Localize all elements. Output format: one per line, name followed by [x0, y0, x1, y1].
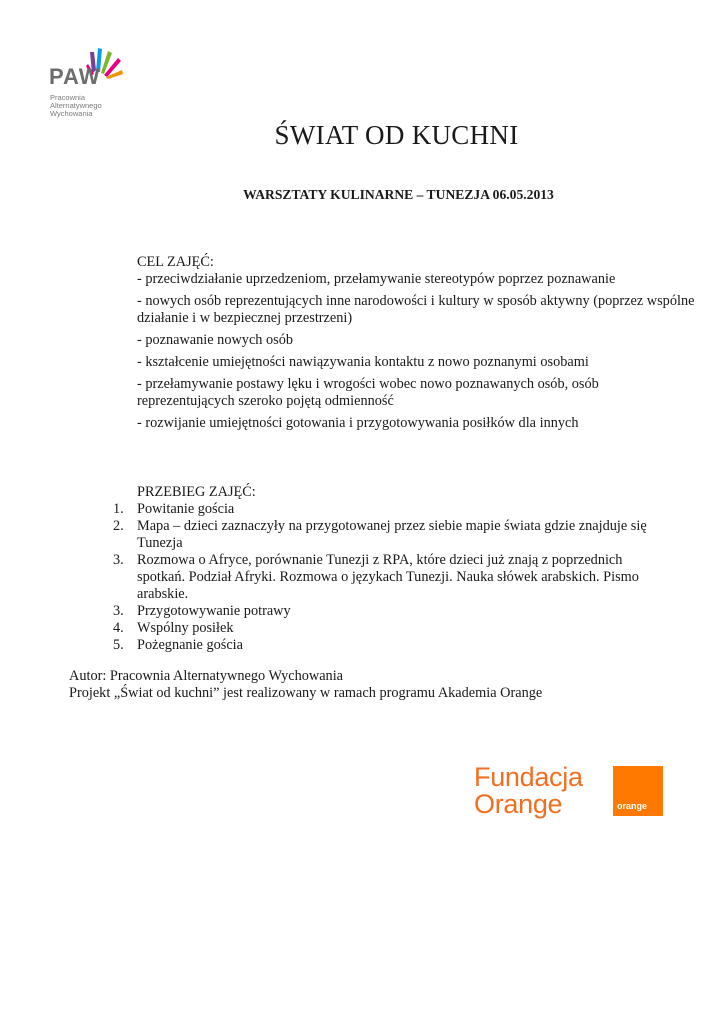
- course-step: [113, 518, 673, 552]
- step-number: 3.: [113, 603, 124, 619]
- course-step: [113, 552, 673, 603]
- orange-square-icon: [613, 766, 663, 816]
- fundacja-orange-logo: [474, 764, 664, 824]
- goals-header: CEL ZAJĘĆ:: [137, 254, 214, 270]
- step-text: Rozmowa o Afryce, porównanie Tunezji z RPA, które dzieci już znają z poprzednich spotkań. Podział Afryki. Rozmowa o językach Tunezji. Nauka słówek arabskich. Pismo arabskie.: [137, 552, 639, 602]
- goal-item: - rozwijanie umiejętności gotowania i przygotowywania posiłków dla innych: [137, 415, 579, 431]
- course-step: [113, 603, 673, 620]
- fundacja-orange-wordmark: [474, 764, 583, 818]
- paw-logo: [46, 44, 136, 124]
- logo-line: Fundacja: [474, 762, 583, 792]
- step-number: 5.: [113, 637, 124, 653]
- course-section: [113, 484, 673, 654]
- tagline-line: Wychowania: [50, 109, 93, 118]
- step-number: 1.: [113, 501, 124, 517]
- document-subtitle: WARSZTATY KULINARNE – TUNEZJA 06.05.2013: [243, 187, 554, 202]
- tagline-line: Alternatywnego: [50, 101, 102, 110]
- course-step: [113, 620, 673, 637]
- course-header: PRZEBIEG ZAJĘĆ:: [137, 484, 256, 500]
- step-text: Pożegnanie gościa: [137, 637, 243, 653]
- step-text: Wspólny posiłek: [137, 620, 234, 636]
- paw-logo-tagline: [50, 94, 102, 118]
- goals-section: [137, 254, 697, 437]
- course-step: [113, 501, 673, 518]
- step-number: 2.: [113, 518, 124, 534]
- goal-item: - nowych osób reprezentujących inne narodowości i kultury w sposób aktywny (poprzez wspólne działanie i w bezpiecznej przestrzeni): [137, 293, 695, 326]
- goal-item: - kształcenie umiejętności nawiązywania kontaktu z nowo poznanymi osobami: [137, 354, 589, 370]
- step-number: 4.: [113, 620, 124, 636]
- author-line: Autor: Pracownia Alternatywnego Wychowania: [69, 668, 344, 684]
- step-text: Przygotowywanie potrawy: [137, 603, 291, 619]
- goal-item: - poznawanie nowych osób: [137, 332, 294, 348]
- step-text: Mapa – dzieci zaznaczyły na przygotowanej przez siebie mapie świata gdzie znajduje się Tunezja: [137, 518, 647, 551]
- document-title: ŚWIAT OD KUCHNI: [274, 120, 519, 150]
- document-footer: [69, 668, 542, 702]
- goal-item: - przeciwdziałanie uprzedzeniom, przełamywanie stereotypów poprzez poznawanie: [137, 271, 616, 287]
- goal-item: - przełamywanie postawy lęku i wrogości wobec nowo poznawanych osób, osób reprezentujących szeroko pojętą odmienność: [137, 376, 599, 409]
- project-line: Projekt „Świat od kuchni” jest realizowany w ramach programu Akademia Orange: [69, 685, 543, 701]
- tagline-line: Pracownia: [50, 93, 86, 102]
- paw-logo-wordmark: PAW: [49, 64, 101, 89]
- course-step: [113, 637, 673, 654]
- logo-line: Orange: [474, 789, 563, 819]
- orange-square-label: orange: [617, 801, 648, 811]
- step-number: 3.: [113, 552, 124, 568]
- step-text: Powitanie gościa: [137, 501, 235, 517]
